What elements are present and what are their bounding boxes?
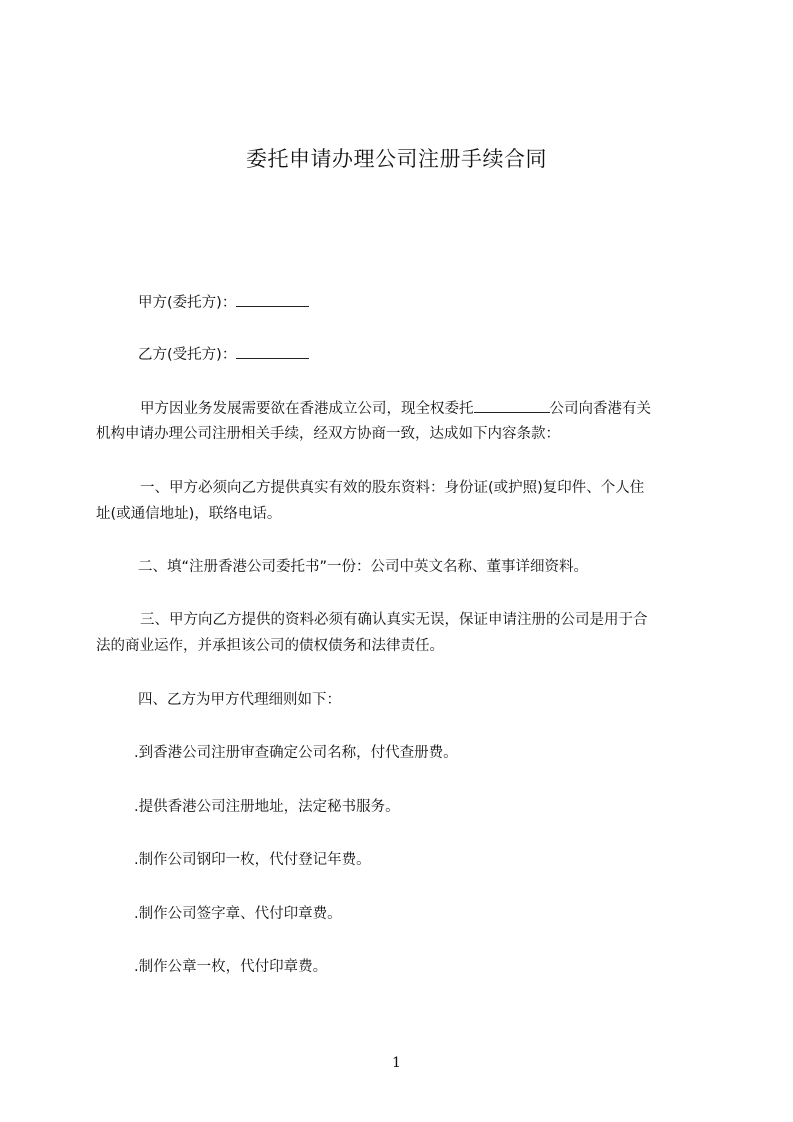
list-item: .制作公司钢印一枚，代付登记年费。 [134, 852, 371, 868]
clause-1-line-2: 址(或通信地址)，联络电话。 [96, 506, 282, 522]
party-b-label: 乙方(受托方)： [138, 347, 237, 363]
page-number: 1 [392, 1055, 401, 1071]
intro-text-1: 甲方因业务发展需要欲在香港成立公司，现全权委托 [140, 401, 474, 417]
intro-line-2: 机构申请办理公司注册相关手续，经双方协商一致，达成如下内容条款： [96, 426, 560, 442]
agent-company-blank [474, 398, 550, 413]
clause-1-line-1: 一、甲方必须向乙方提供真实有效的股东资料：身份证(或护照)复印件、个人住 [140, 480, 645, 496]
intro-line-1 [140, 398, 651, 419]
party-a-line [138, 292, 309, 313]
clause-3-line-2: 法的商业运作，并承担该公司的债权债务和法律责任。 [96, 638, 444, 654]
clause-2: 二、填“注册香港公司委托书”一份：公司中英文名称、董事详细资料。 [138, 559, 589, 575]
document-title: 委托申请办理公司注册手续合同 [246, 147, 547, 171]
party-a-blank [236, 292, 309, 307]
list-item: .制作公司签字章、代付印章费。 [134, 906, 342, 922]
party-b-line [138, 344, 309, 365]
intro-text-2: 公司向香港有关 [549, 401, 651, 417]
list-item: .提供香港公司注册地址，法定秘书服务。 [134, 799, 400, 815]
party-a-label: 甲方(委托方)： [138, 295, 237, 311]
list-item: .制作公章一枚，代付印章费。 [134, 959, 328, 975]
clause-4: 四、乙方为甲方代理细则如下： [138, 692, 341, 708]
list-item: .到香港公司注册审查确定公司名称，付代查册费。 [134, 745, 458, 761]
clause-3-line-1: 三、甲方向乙方提供的资料必须有确认真实无误，保证申请注册的公司是用于合 [140, 612, 648, 628]
party-b-blank [236, 344, 309, 359]
